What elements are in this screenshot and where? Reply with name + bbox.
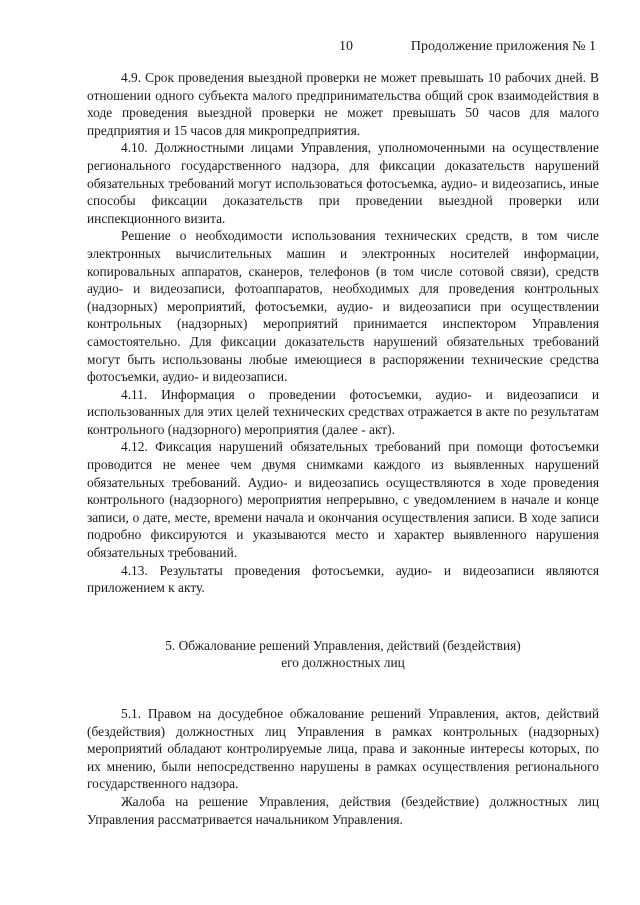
page-header	[0, 37, 640, 57]
section-5-heading	[87, 637, 599, 672]
section-5-heading-line-2: его должностных лиц	[281, 655, 405, 671]
paragraph-4-11: 4.11. Информация о проведении фотосъемки, аудио- и видеозаписи и использованных для этих целей технических средствах отражается в акте по результатам контрольного (надзорного) мероприятия (далее - акт).	[87, 386, 599, 437]
document-body	[87, 69, 599, 828]
paragraph-technical-means-decision: Решение о необходимости использования технических средств, в том числе электронных вычислительных машин и электронных носителей информации, копировальных аппаратов, сканеров, телефонов (в том числе сотовой связи), средств аудио- и видеозаписи, фотоаппаратов, необходимых для проведения контрольных (надзорных) мероприятий, фотосъемки, аудио- и видеозаписи при осуществлении контрольных (надзорных) мероприятий принимается инспектором Управления самостоятельно. Для фиксации доказательств нарушений обязательных требований могут быть использованы любые имеющиеся в распоряжении технические средства фотосъемки, аудио- и видеозаписи.	[87, 228, 599, 385]
section-5-heading-line-1: 5. Обжалование решений Управления, действий (бездействия)	[165, 637, 521, 653]
appendix-continuation-label: Продолжение приложения № 1	[410, 39, 596, 54]
paragraph-4-13: 4.13. Результаты проведения фотосъемки, аудио- и видеозаписи являются приложением к акту.	[87, 562, 599, 596]
paragraph-4-12: 4.12. Фиксация нарушений обязательных требований при помощи фотосъемки проводится не менее чем двумя снимками каждого из выявленных нарушений обязательных требований. Аудио- и видеозапись осуществляются в ходе проведения контрольного (надзорного) мероприятия непрерывно, с уведомлением в начале и конце записи, о дате, месте, времени начала и окончания осуществления записи. В ходе записи подробно фиксируются и указываются место и характер выявленного нарушения обязательных требований.	[87, 439, 599, 561]
paragraph-5-1: 5.1. Правом на досудебное обжалование решений Управления, актов, действий (бездействия) должностных лиц Управления в рамках контрольных (надзорных) мероприятий обладают контролируемые лица, права и законные интересы которых, по их мнению, были непосредственно нарушены в рамках осуществления регионального государственного надзора.	[87, 706, 599, 792]
paragraph-4-10: 4.10. Должностными лицами Управления, уполномоченными на осуществление регионального государственного надзора, для фиксации доказательств нарушений обязательных требований могут использоваться фотосъемка, аудио- и видеозапись, иные способы фиксации доказательств при проведении выездной проверки или инспекционного визита.	[87, 140, 599, 226]
page-number: 10	[339, 39, 353, 54]
paragraph-complaint-review: Жалоба на решение Управления, действия (бездействие) должностных лиц Управления рассматривается начальником Управления.	[87, 793, 599, 827]
paragraph-4-9: 4.9. Срок проведения выездной проверки не может превышать 10 рабочих дней. В отношении одного субъекта малого предпринимательства общий срок взаимодействия в ходе проведения выездной проверки не может превышать 50 часов для малого предприятия и 15 часов для микропредприятия.	[87, 70, 599, 138]
